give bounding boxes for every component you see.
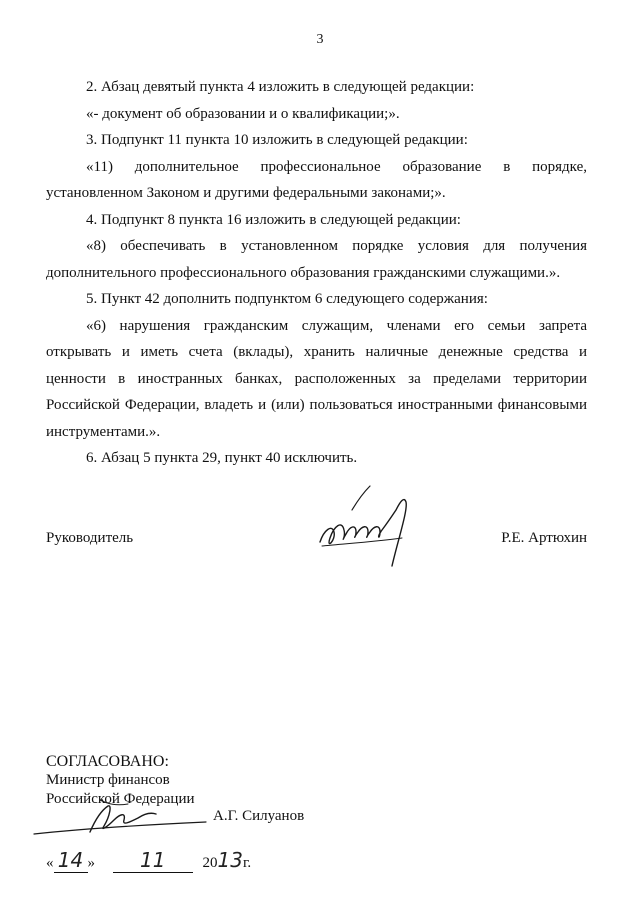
paragraph-8: «6) нарушения гражданским служащим, членами его семьи запрета открывать и иметь счета (вклады), хранить наличные денежные средства и ценности в иностранных банках, расположенных за пределами территории Российской Федерации, владеть и (или) пользоваться иностранными финансовыми инструментами.». <box>46 317 587 440</box>
paragraph-9: 6. Абзац 5 пункта 29, пункт 40 исключить. <box>86 450 358 466</box>
document-body <box>46 74 587 472</box>
paragraph-1: 2. Абзац девятый пункта 4 изложить в следующей редакции: <box>86 79 475 95</box>
date-month: 11 <box>113 848 193 873</box>
paragraph-6: «8) обеспечивать в установленном порядке условия для получения дополнительного профессионального образования гражданскими служащими.». <box>46 238 587 281</box>
date-year-prefix: 20 <box>202 855 218 871</box>
signature-block <box>46 530 587 554</box>
approval-date <box>46 848 251 873</box>
paragraph-7: 5. Пункт 42 дополнить подпунктом 6 следующего содержания: <box>86 291 488 307</box>
approval-position-line-2: Российской Федерации <box>46 791 195 807</box>
approval-position-line-1: Министр финансов <box>46 772 170 788</box>
page-number: 3 <box>316 32 324 47</box>
paragraph-3: 3. Подпункт 11 пункта 10 изложить в следующей редакции: <box>86 132 468 148</box>
date-year-unit: г. <box>242 855 252 871</box>
director-signature-icon <box>312 480 422 570</box>
approver-name: А.Г. Силуанов <box>213 808 305 824</box>
date-year-suffix: 13 <box>217 848 243 872</box>
signatory-name: Р.Е. Артюхин <box>501 530 587 546</box>
signatory-title: Руководитель <box>46 530 134 546</box>
approval-heading: СОГЛАСОВАНО: <box>46 753 169 770</box>
paragraph-5: 4. Подпункт 8 пункта 16 изложить в следующей редакции: <box>86 211 461 228</box>
date-day: 14 <box>54 848 88 873</box>
paragraph-2: «- документ об образовании и о квалификации;». <box>86 105 400 122</box>
date-open-quote: « <box>46 855 54 871</box>
date-close-quote: » <box>87 855 95 871</box>
minister-signature-icon <box>30 796 210 846</box>
paragraph-4: «11) дополнительное профессиональное образование в порядке, установленном Законом и другими федеральными законами;». <box>46 158 587 201</box>
